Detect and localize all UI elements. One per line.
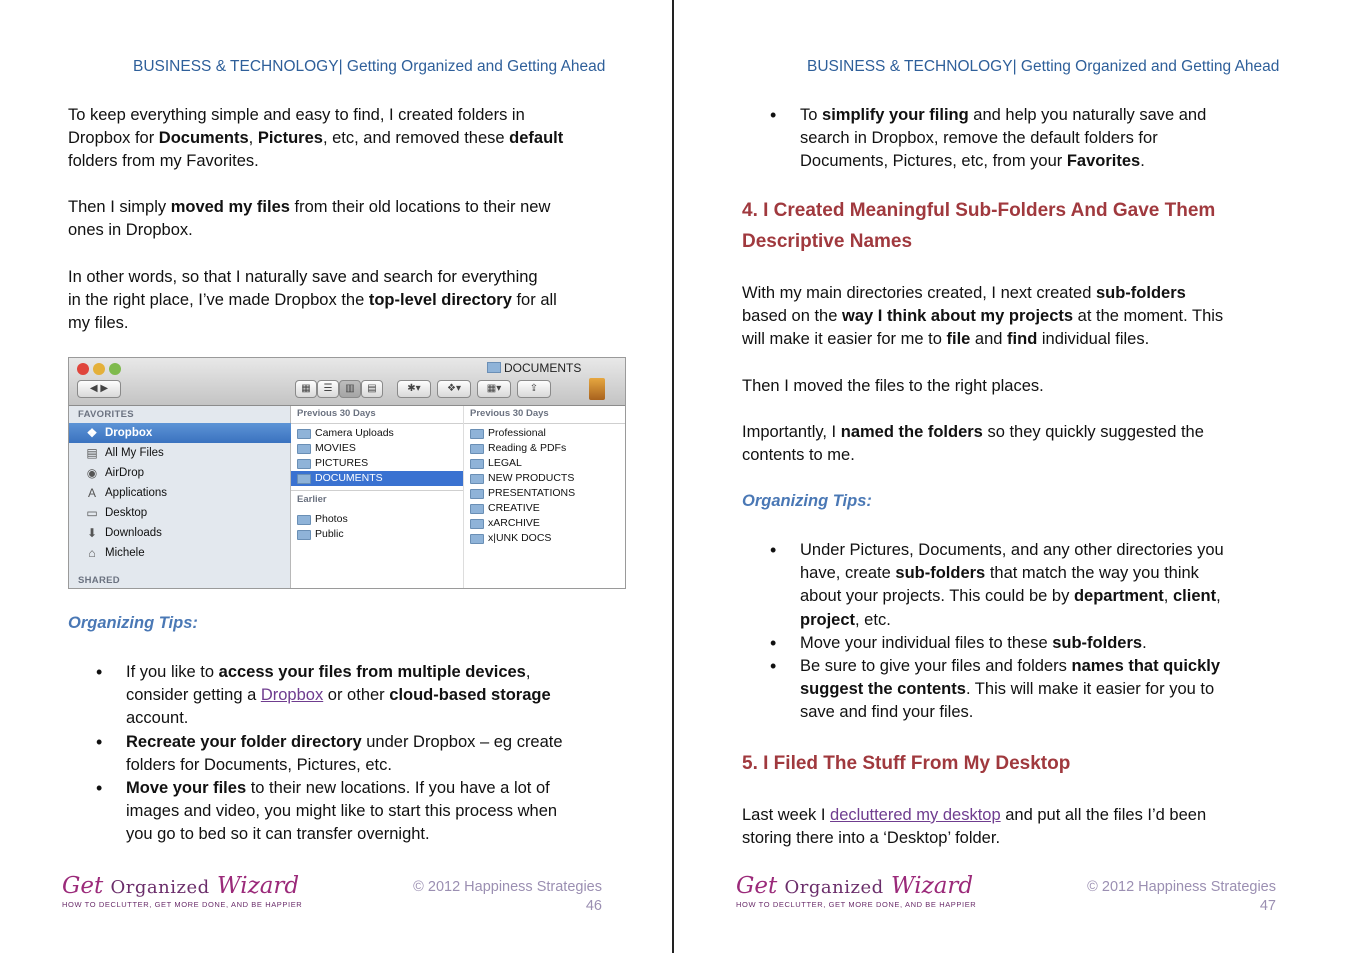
list-item: MOVIES <box>291 441 463 456</box>
dropbox-link[interactable]: Dropbox <box>260 686 324 705</box>
folder-icon <box>470 429 484 439</box>
page-number: 46 <box>585 898 602 914</box>
folder-icon <box>297 429 311 439</box>
list-item: • To simplify your filing and help you naturally save and search in Dropbox, remove the default folders for Documents, Pictures, etc, from your Favorites. <box>800 104 1310 174</box>
list-item: • Move your files to their new locations. If you have a lot of images and video, you might like to start this process when you go to bed so it can transfer overnight. <box>126 777 626 847</box>
sidebar-item-dropbox: ❖ Dropbox <box>69 423 291 443</box>
close-icon <box>77 363 89 375</box>
files-icon: ▤ <box>86 446 98 460</box>
finder-column-1 <box>291 406 464 589</box>
applications-icon: A <box>87 486 96 500</box>
list-item: • Under Pictures, Documents, and any other directories you have, create sub-folders that match the way you think about your projects. This could be by department, client, project, etc. <box>800 539 1310 632</box>
simplify-bullet <box>800 104 1310 174</box>
folder-icon <box>470 474 484 484</box>
column-heading: Previous 30 Days <box>297 408 376 419</box>
moved-files-paragraph: Then I moved the files to the right places. <box>742 377 1044 395</box>
airdrop-icon: ◉ <box>86 466 98 480</box>
finder-sidebar <box>69 406 291 589</box>
folder-icon <box>470 444 484 454</box>
folder-icon <box>297 530 311 540</box>
logo-tagline: HOW TO DECLUTTER, GET MORE DONE, AND BE HAPPIER <box>736 900 977 909</box>
list-item: x|UNK DOCS <box>464 531 626 546</box>
desktop-icon: ▭ <box>86 506 98 520</box>
dropbox-icon: ❖ <box>86 426 98 440</box>
tips-list <box>800 539 1310 725</box>
folder-icon <box>297 474 311 484</box>
organizing-tips-heading: Organizing Tips: <box>68 614 198 632</box>
page-number: 47 <box>1259 898 1276 914</box>
list-item: LEGAL <box>464 456 626 471</box>
moved-files-paragraph: Then I simply moved my files from their old locations to their new ones in Dropbox. <box>68 198 551 240</box>
desktop-paragraph: Last week I decluttered my desktop and put all the files I’d been storing there into a ‘Desktop’ folder. <box>742 806 1207 848</box>
column-view-icon: ▥ <box>339 380 361 398</box>
maximize-icon <box>109 363 121 375</box>
finder-toolbar <box>69 358 625 406</box>
page-footer <box>1087 878 1276 916</box>
sidebar-item-desktop: ▭ Desktop <box>86 506 148 520</box>
organizing-tips-heading: Organizing Tips: <box>742 492 872 510</box>
arrange-icon: ▦▾ <box>477 380 511 398</box>
finder-column-2 <box>464 406 626 589</box>
sub-folders-paragraph: With my main directories created, I next created sub-folders based on the way I think about my projects at the moment. This will make it easier for me to file and find individual files. <box>742 284 1224 349</box>
list-item: Camera Uploads <box>291 426 463 441</box>
sidebar-item-airdrop: ◉ AirDrop <box>86 466 144 480</box>
folder-icon <box>297 459 311 469</box>
list-item: Photos <box>291 512 463 527</box>
column-heading: Previous 30 Days <box>470 408 549 419</box>
window-title: DOCUMENTS <box>487 361 581 375</box>
named-folders-paragraph: Importantly, I named the folders so they quickly suggested the contents to me. <box>742 423 1204 465</box>
list-view-icon: ☰ <box>317 380 339 398</box>
folder-icon <box>470 534 484 544</box>
sidebar-item-downloads: ⬇ Downloads <box>86 526 162 540</box>
folder-icon <box>470 489 484 499</box>
copyright-text: © 2012 Happiness Strategies <box>413 879 602 895</box>
decluttered-desktop-link[interactable]: decluttered my desktop <box>830 806 1001 824</box>
get-organized-wizard-logo: Get Organized Wizard HOW TO DECLUTTER, GET MORE DONE, AND BE HAPPIER <box>736 873 977 909</box>
section-5-heading: 5. I Filed The Stuff From My Desktop <box>742 753 1071 774</box>
list-item: PICTURES <box>291 456 463 471</box>
folder-icon <box>470 459 484 469</box>
folder-icon <box>297 515 311 525</box>
icon-view-icon: ▦ <box>295 380 317 398</box>
list-item: NEW PRODUCTS <box>464 471 626 486</box>
list-item-selected: DOCUMENTS <box>291 471 463 486</box>
intro-paragraph: To keep everything simple and easy to find, I created folders in Dropbox for Documents, Pictures, etc, and removed these default folders from my Favorites. <box>68 106 564 171</box>
home-icon: ⌂ <box>88 546 96 560</box>
list-item: Reading & PDFs <box>464 441 626 456</box>
logo-tagline: HOW TO DECLUTTER, GET MORE DONE, AND BE HAPPIER <box>62 900 303 909</box>
gear-icon: ✱▾ <box>397 380 431 398</box>
downloads-icon: ⬇ <box>86 526 98 540</box>
sidebar-item-applications: A Applications <box>69 483 291 503</box>
list-item: • Move your individual files to these sub-folders. <box>800 632 1310 655</box>
page-footer <box>413 878 602 916</box>
list-item: • If you like to access your files from multiple devices, consider getting a Dropbox or other cloud-based storage account. <box>126 661 626 731</box>
get-organized-wizard-logo: Get Organized Wizard HOW TO DECLUTTER, GET MORE DONE, AND BE HAPPIER <box>62 873 303 909</box>
back-forward-icon: ◀ ▶ <box>77 380 121 398</box>
list-item: Professional <box>464 426 626 441</box>
folder-icon <box>470 519 484 529</box>
copyright-text: © 2012 Happiness Strategies <box>1087 879 1276 895</box>
finder-window-screenshot <box>68 357 626 589</box>
favorites-heading: FAVORITES <box>78 409 134 420</box>
list-item: Public <box>291 527 463 542</box>
share-icon: ⇪ <box>517 380 551 398</box>
folder-icon <box>297 444 311 454</box>
dropbox-icon: ❖▾ <box>437 380 471 398</box>
list-item: PRESENTATIONS <box>464 486 626 501</box>
coverflow-view-icon: ▤ <box>361 380 383 398</box>
list-item: • Recreate your folder directory under Dropbox – eg create folders for Documents, Pictures, etc. <box>126 731 626 777</box>
list-item: • Be sure to give your files and folders names that quickly suggest the contents. This will make it easier for you to save and find your files. <box>800 655 1310 725</box>
page-47 <box>674 0 1346 953</box>
top-level-paragraph: In other words, so that I naturally save and search for everything in the right place, I’ve made Dropbox the top-level directory for all my files. <box>68 268 557 333</box>
page-header: BUSINESS & TECHNOLOGY| Getting Organized and Getting Ahead <box>133 58 606 75</box>
sidebar-item-michele: ⌂ Michele <box>69 543 291 563</box>
shared-heading: SHARED <box>78 575 120 586</box>
sidebar-item-all-my-files: ▤ All My Files <box>86 446 164 460</box>
tips-list <box>126 661 626 847</box>
folder-icon <box>487 362 501 373</box>
column-heading-earlier: Earlier <box>297 494 327 505</box>
page-46 <box>0 0 672 953</box>
page-header: BUSINESS & TECHNOLOGY| Getting Organized and Getting Ahead <box>807 58 1280 75</box>
list-item: CREATIVE <box>464 501 626 516</box>
section-4-heading: 4. I Created Meaningful Sub-Folders And Gave Them Descriptive Names <box>742 200 1216 252</box>
minimize-icon <box>93 363 105 375</box>
archive-icon <box>589 378 605 400</box>
list-item: xARCHIVE <box>464 516 626 531</box>
folder-icon <box>470 504 484 514</box>
